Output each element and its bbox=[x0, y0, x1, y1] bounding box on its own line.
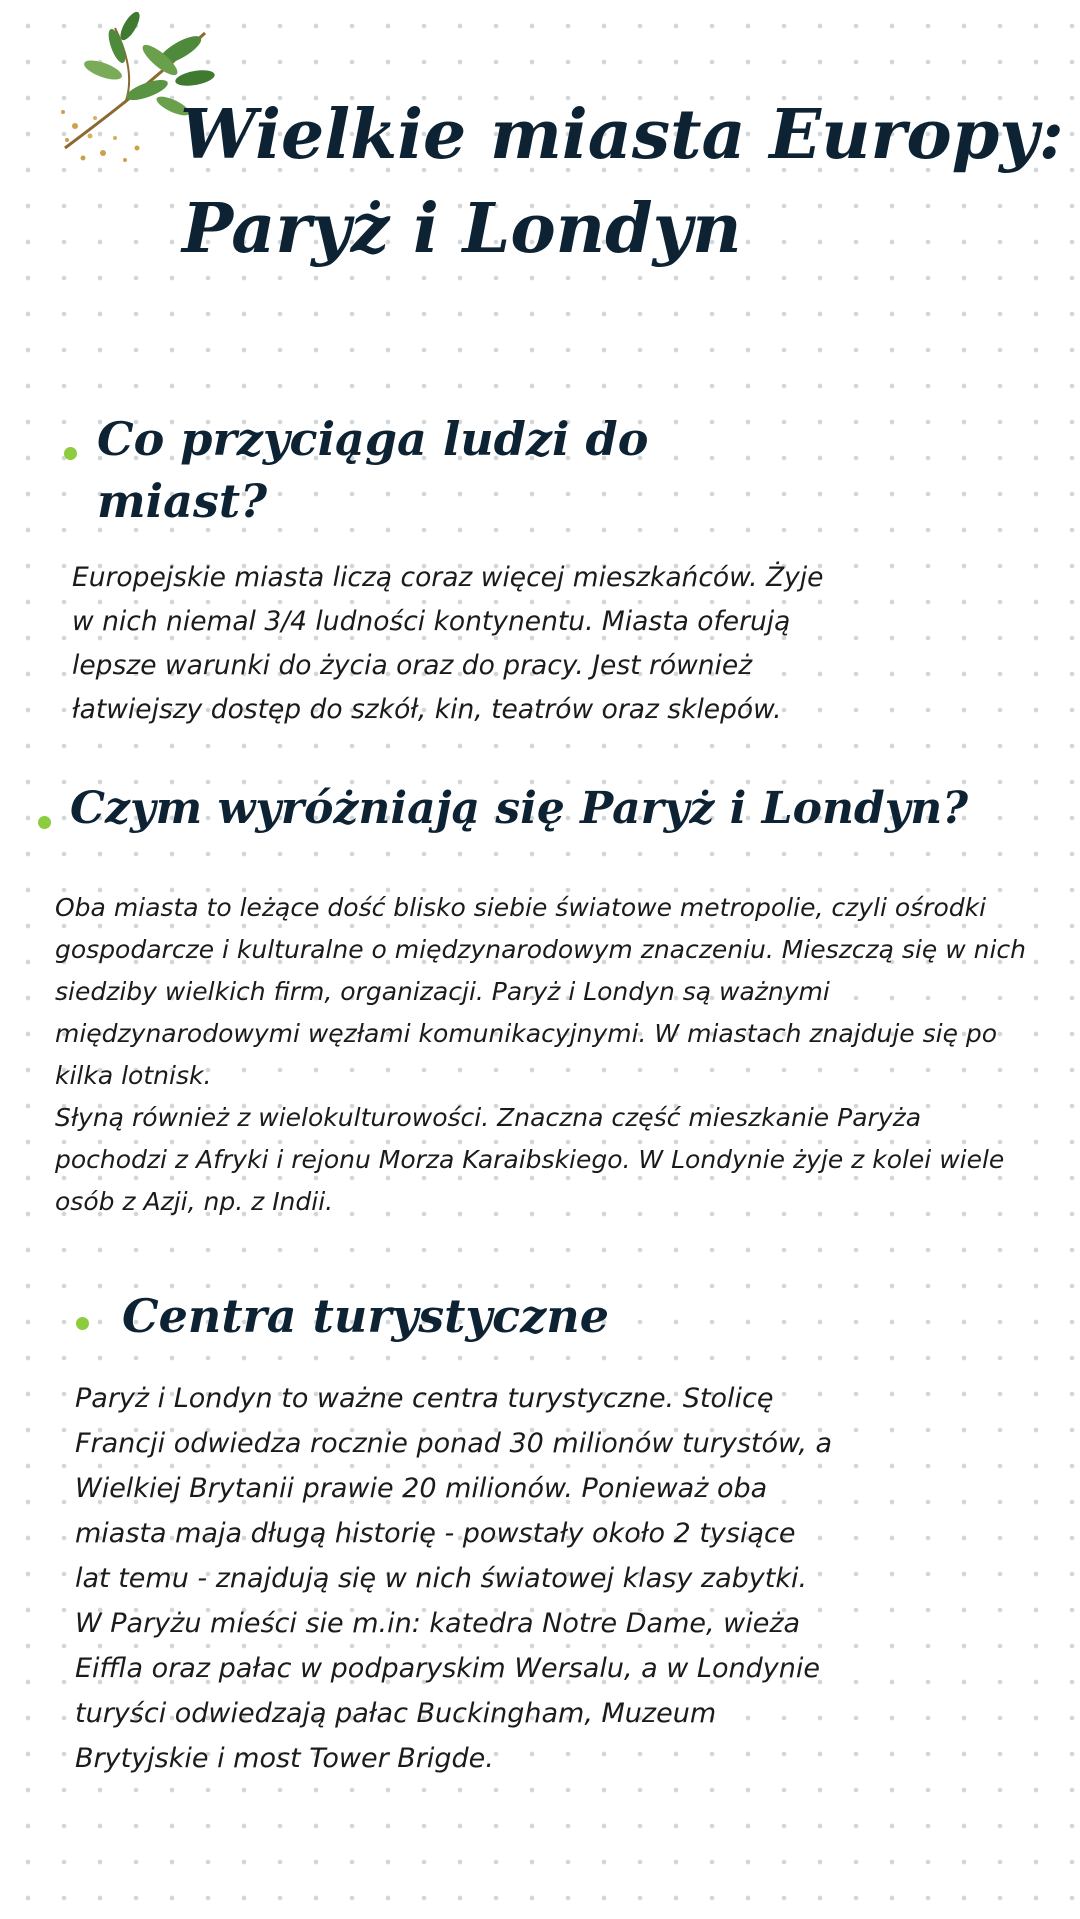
paragraph-line: W Paryżu mieści sie m.in: katedra Notre Dame, wieża bbox=[75, 1608, 801, 1639]
page-title-line: Wielkie miasta Europy: bbox=[180, 95, 1064, 175]
page-title-line: Paryż i Londyn bbox=[182, 189, 742, 269]
section-heading-line: Centra turystyczne bbox=[122, 1289, 609, 1343]
paragraph-line: Wielkiej Brytanii prawie 20 milionów. Ponieważ oba bbox=[75, 1473, 768, 1504]
section-heading bbox=[70, 778, 968, 840]
paragraph-line: pochodzi z Afryki i rejonu Morza Karaibskiego. W Londynie żyje z kolei wiele bbox=[55, 1145, 1005, 1174]
paragraph-line: lepsze warunki do życia oraz do pracy. Jest również bbox=[72, 650, 753, 681]
paragraph-line: gospodarcze i kulturalne o międzynarodowym znaczeniu. Mieszczą się w nich bbox=[55, 935, 1027, 964]
section-heading-line: Czym wyróżniają się Paryż i Londyn? bbox=[70, 783, 969, 834]
paragraph-line: Europejskie miasta liczą coraz więcej mieszkańców. Żyje bbox=[72, 562, 824, 593]
paragraph-line: siedziby wielkich firm, organizacji. Paryż i Londyn są ważnymi bbox=[55, 977, 830, 1006]
section-heading bbox=[122, 1285, 609, 1347]
section-paragraph bbox=[72, 556, 823, 732]
bullet-icon bbox=[64, 447, 77, 460]
page-title bbox=[180, 88, 1064, 276]
paragraph-line: turyści odwiedzają pałac Buckingham, Muzeum bbox=[75, 1698, 717, 1729]
paragraph-line: Oba miasta to leżące dość blisko siebie światowe metropolie, czyli ośrodki bbox=[55, 893, 987, 922]
paragraph-line: Brytyjskie i most Tower Brigde. bbox=[75, 1743, 494, 1774]
paragraph-line: Słyną również z wielokulturowości. Znaczna część mieszkanie Paryża bbox=[55, 1103, 922, 1132]
bullet-icon bbox=[76, 1317, 89, 1330]
paragraph-line: międzynarodowymi węzłami komunikacyjnymi. W miastach znajduje się po bbox=[55, 1019, 998, 1048]
paragraph-line: Francji odwiedza rocznie ponad 30 milionów turystów, a bbox=[75, 1428, 833, 1459]
section-heading bbox=[97, 408, 648, 532]
paragraph-line: Eiffla oraz pałac w podparyskim Wersalu, a w Londynie bbox=[75, 1653, 820, 1684]
section-heading-line: miast? bbox=[97, 474, 268, 528]
section-paragraph bbox=[55, 887, 1026, 1223]
paragraph-line: w nich niemal 3/4 ludności kontynentu. Miasta oferują bbox=[72, 606, 791, 637]
bullet-icon bbox=[38, 816, 51, 829]
paragraph-line: Paryż i Londyn to ważne centra turystyczne. Stolicę bbox=[75, 1383, 774, 1414]
paragraph-line: osób z Azji, np. z Indii. bbox=[55, 1187, 334, 1216]
section-paragraph bbox=[75, 1376, 832, 1781]
paragraph-line: łatwiejszy dostęp do szkół, kin, teatrów oraz sklepów. bbox=[72, 694, 782, 725]
section-heading-line: Co przyciąga ludzi do bbox=[97, 412, 649, 466]
paragraph-line: lat temu - znajdują się w nich światowej klasy zabytki. bbox=[75, 1563, 808, 1594]
paragraph-line: miasta maja długą historię - powstały około 2 tysiące bbox=[75, 1518, 796, 1549]
paragraph-line: kilka lotnisk. bbox=[55, 1061, 212, 1090]
